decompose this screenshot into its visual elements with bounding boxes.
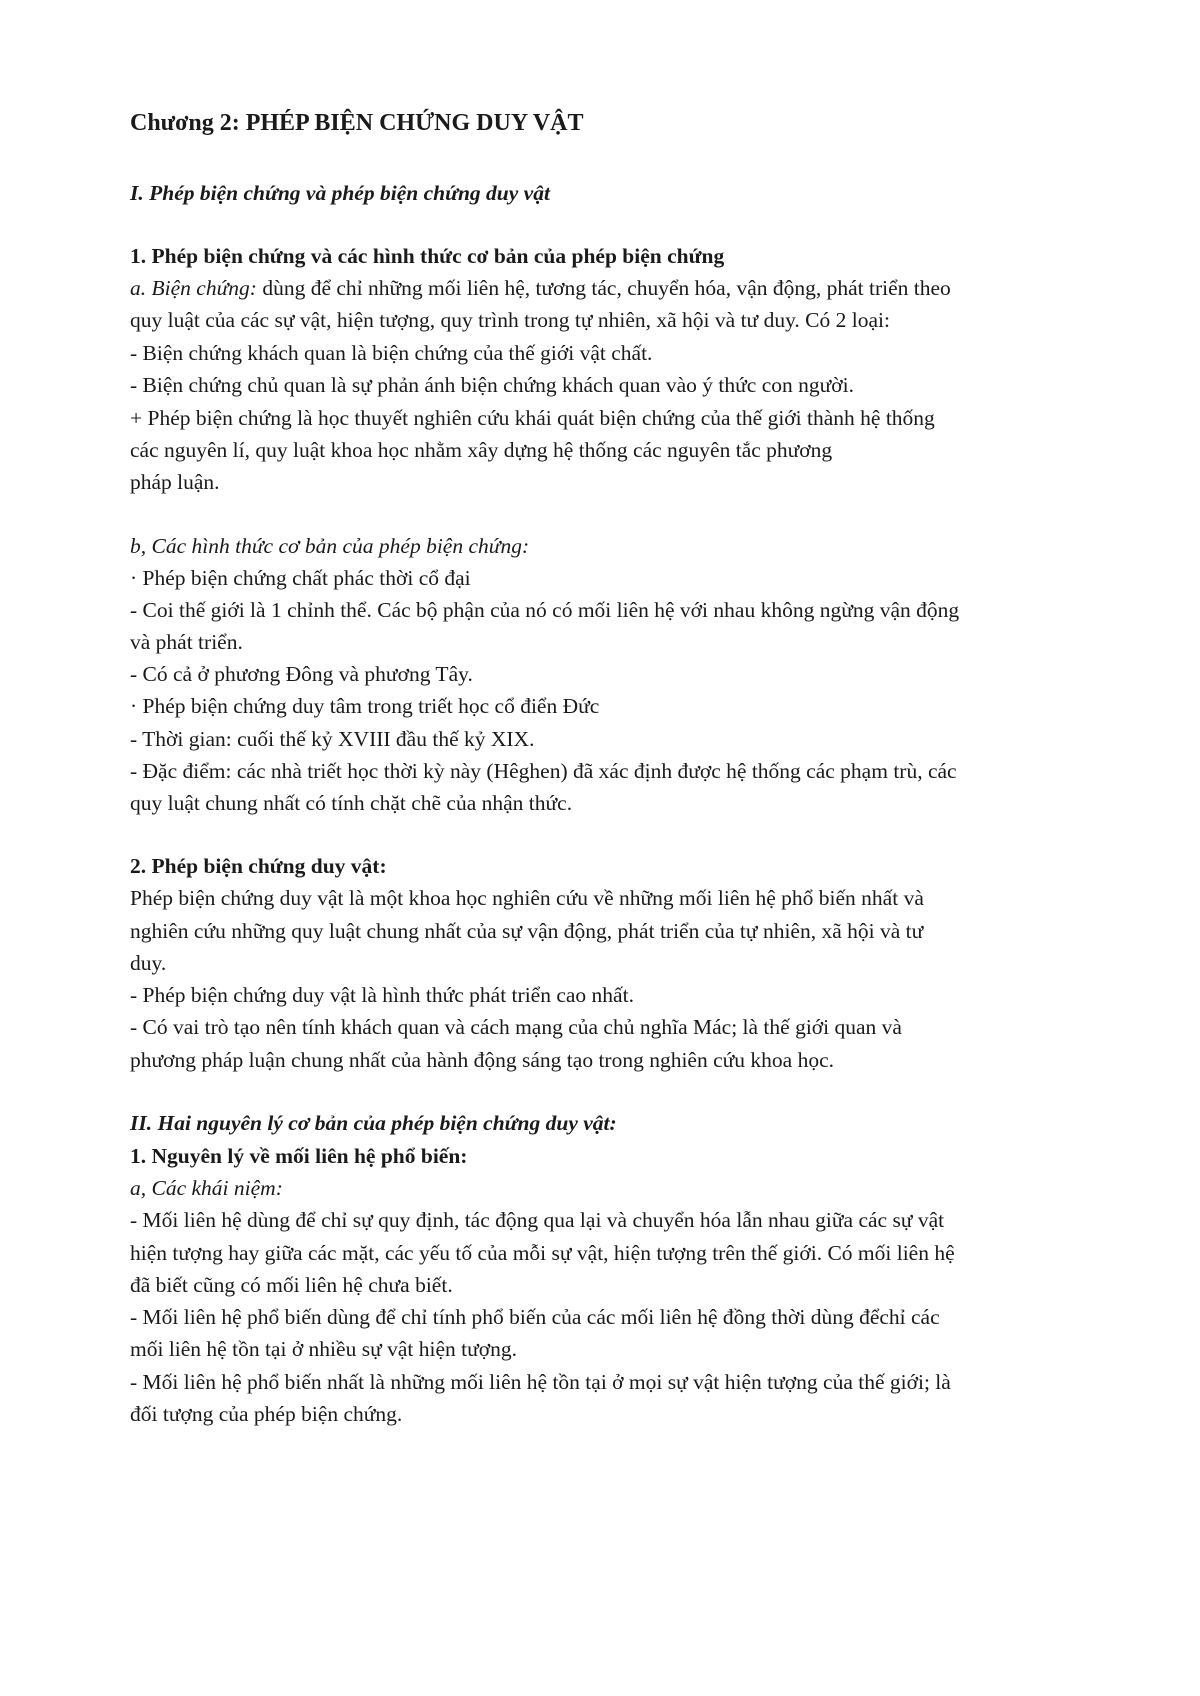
paragraph-line: - Mối liên hệ phổ biến nhất là những mối liên hệ tồn tại ở mọi sự vật hiện tượng của thế giới; là	[130, 1370, 951, 1394]
paragraph-line: mối liên hệ tồn tại ở nhiều sự vật hiện tượng.	[130, 1337, 517, 1361]
chapter-title: Chương 2: PHÉP BIỆN CHỨNG DUY VẬT	[130, 110, 584, 136]
paragraph-line: phương pháp luận chung nhất của hành động sáng tạo trong nghiên cứu khoa học.	[130, 1048, 834, 1072]
subsection-1-2-heading: 2. Phép biện chứng duy vật:	[130, 854, 387, 878]
paragraph-line: các nguyên lí, quy luật khoa học nhằm xây dựng hệ thống các nguyên tắc phương	[130, 438, 833, 462]
paragraph-line: - Phép biện chứng duy vật là hình thức phát triển cao nhất.	[130, 983, 634, 1007]
paragraph-line: · Phép biện chứng duy tâm trong triết học cổ điển Đức	[130, 694, 600, 718]
term-label: a. Biện chứng:	[130, 276, 257, 300]
term-definition: dùng để chỉ những mối liên hệ, tương tác, chuyển hóa, vận động, phát triển theo	[256, 276, 951, 300]
paragraph-line: - Có cả ở phương Đông và phương Tây.	[130, 662, 473, 686]
paragraph-line: - Đặc điểm: các nhà triết học thời kỳ này (Hêghen) đã xác định được hệ thống các phạm trù, các	[130, 759, 957, 783]
paragraph-line: đối tượng của phép biện chứng.	[130, 1402, 403, 1426]
paragraph-line: - Biện chứng chủ quan là sự phản ánh biện chứng khách quan vào ý thức con người.	[130, 373, 855, 397]
paragraph-line: - Mối liên hệ dùng để chỉ sự quy định, tác động qua lại và chuyển hóa lẫn nhau giữa các sự vật	[130, 1208, 945, 1232]
paragraph-line	[130, 275, 951, 301]
paragraph-line: - Thời gian: cuối thế kỷ XVIII đầu thế kỷ XIX.	[130, 727, 535, 751]
subsection-a-heading: a, Các khái niệm:	[130, 1176, 283, 1200]
section-1-heading: I. Phép biện chứng và phép biện chứng duy vật	[130, 181, 550, 205]
paragraph-line: quy luật của các sự vật, hiện tượng, quy trình trong tự nhiên, xã hội và tư duy. Có 2 loại:	[130, 308, 890, 332]
subsection-2-1-heading: 1. Nguyên lý về mối liên hệ phổ biến:	[130, 1144, 468, 1168]
paragraph-line: · Phép biện chứng chất phác thời cổ đại	[130, 566, 471, 590]
paragraph-line: quy luật chung nhất có tính chặt chẽ của nhận thức.	[130, 791, 573, 815]
paragraph-line: + Phép biện chứng là học thuyết nghiên cứu khái quát biện chứng của thế giới thành hệ thống	[130, 406, 935, 430]
paragraph-line: duy.	[130, 951, 167, 975]
paragraph-line: - Có vai trò tạo nên tính khách quan và cách mạng của chủ nghĩa Mác; là thế giới quan và	[130, 1015, 902, 1039]
paragraph-line: - Biện chứng khách quan là biện chứng của thế giới vật chất.	[130, 341, 653, 365]
paragraph-line: Phép biện chứng duy vật là một khoa học nghiên cứu về những mối liên hệ phổ biến nhất và	[130, 886, 924, 910]
subsection-1-1-heading: 1. Phép biện chứng và các hình thức cơ bản của phép biện chứng	[130, 244, 725, 268]
subsection-b-heading: b, Các hình thức cơ bản của phép biện chứng:	[130, 534, 530, 558]
paragraph-line: đã biết cũng có mối liên hệ chưa biết.	[130, 1273, 453, 1297]
paragraph-line: nghiên cứu những quy luật chung nhất của sự vận động, phát triển của tự nhiên, xã hội và tư	[130, 919, 924, 943]
section-2-heading: II. Hai nguyên lý cơ bản của phép biện chứng duy vật:	[130, 1111, 617, 1135]
paragraph-line: hiện tượng hay giữa các mặt, các yếu tố của mỗi sự vật, hiện tượng trên thế giới. Có mối liên hệ	[130, 1241, 955, 1265]
paragraph-line: và phát triển.	[130, 630, 243, 654]
paragraph-line: pháp luận.	[130, 470, 220, 494]
paragraph-line: - Mối liên hệ phổ biến dùng để chỉ tính phổ biến của các mối liên hệ đồng thời dùng đểchỉ các	[130, 1305, 940, 1329]
paragraph-line: - Coi thế giới là 1 chỉnh thể. Các bộ phận của nó có mối liên hệ với nhau không ngừng vận động	[130, 598, 960, 622]
